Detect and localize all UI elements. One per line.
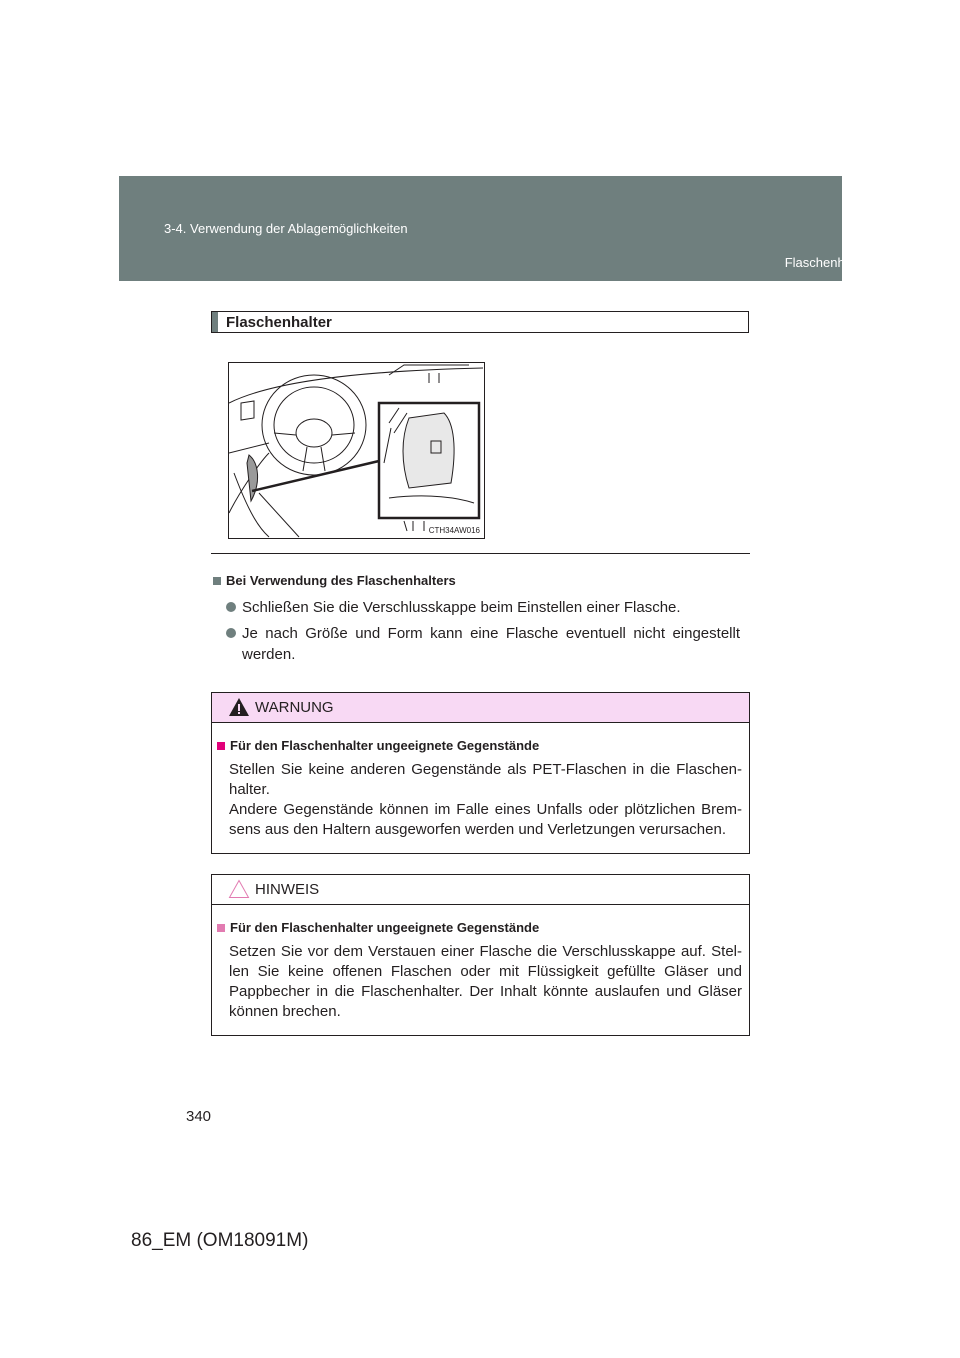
section-heading-text: Flaschenhalter [226,314,332,331]
page-number: 340 [186,1108,212,1125]
notice-subheading [217,920,539,935]
warning-header [212,693,749,723]
running-title: Flaschenhalter [784,255,870,270]
warning-subheading-text: Für den Flaschenhalter ungeeignete Gegenstände [230,738,540,753]
warning-triangle-icon [228,697,250,717]
warning-paragraph: Andere Gegenstände können im Falle eines Unfalls oder plötzlichen Brem-sens aus den Haltern ausgeworfen werden und Verletzungen verursachen. [229,801,742,838]
notice-paragraph: Setzen Sie vor dem Verstauen einer Flasche die Verschlusskappe auf. Stel-len Sie keine offenen Flaschen oder mit Flüssigkeit gefüllte Gläser und Pappbecher in die Flaschenhalter. Der Inhalt könnte auslaufen und Gläser können brechen. [229,943,742,1020]
square-bullet-icon [217,742,225,750]
figure-code: CTH34AW016 [428,526,480,535]
list-item-text: Je nach Größe und Form kann eine Flasche eventuell nicht eingestellt werden. [242,625,740,663]
usage-subheading [213,573,456,588]
notice-header [212,875,749,905]
warning-paragraph: Stellen Sie keine anderen Gegenstände als PET-Flaschen in die Flaschen-halter. [229,761,742,798]
usage-subheading-text: Bei Verwendung des Flaschenhalters [226,573,456,588]
chapter-title: 3-4. Verwendung der Ablagemöglichkeiten [164,221,408,236]
notice-box [211,874,750,1036]
bottle-holder-illustration [228,362,485,539]
warning-subheading [217,738,539,753]
warning-label: WARNUNG [255,699,334,716]
bullet-dot-icon [226,602,236,612]
divider [211,553,750,554]
notice-subheading-text: Für den Flaschenhalter ungeeignete Gegenstände [230,920,540,935]
caution-triangle-outline-icon [228,879,250,899]
section-heading-bar [212,312,218,332]
section-heading [211,311,749,333]
notice-label: HINWEIS [255,881,320,898]
square-bullet-icon [213,577,221,585]
square-bullet-icon [217,924,225,932]
list-item-text: Schließen Sie die Verschlusskappe beim Einstellen einer Flasche. [242,599,681,616]
warning-box [211,692,750,854]
bullet-dot-icon [226,628,236,638]
document-code: 86_EM (OM18091M) [131,1230,309,1251]
dashboard-line-drawing [229,363,484,538]
